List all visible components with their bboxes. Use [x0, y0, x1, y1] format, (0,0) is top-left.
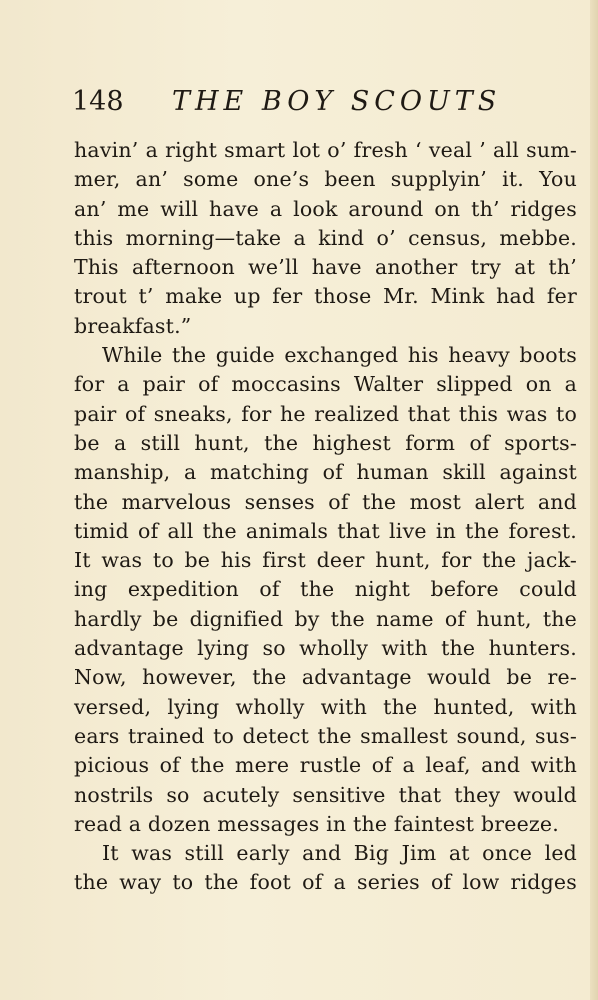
- text-line: the way to the foot of a series of low ridges: [74, 870, 577, 895]
- text-line: for a pair of moccasins Walter slipped on a: [74, 372, 577, 397]
- text-line: mer, an’ some one’s been supplyin’ it. You: [74, 167, 577, 192]
- text-line: breakfast.”: [74, 313, 192, 338]
- text-line: It was to be his first deer hunt, for the jack-: [74, 548, 577, 573]
- text-line: an’ me will have a look around on th’ ridges: [74, 196, 577, 221]
- text-line: picious of the mere rustle of a leaf, and with: [74, 753, 577, 778]
- text-line: manship, a matching of human skill against: [74, 460, 577, 485]
- text-line: read a dozen messages in the faintest breeze.: [74, 811, 559, 836]
- page-edge: [590, 0, 598, 1000]
- running-header: [72, 86, 542, 126]
- page-number: 148: [72, 86, 124, 117]
- text-line: This afternoon we’ll have another try at th’: [74, 255, 577, 280]
- text-line: havin’ a right smart lot o’ fresh ‘ veal ’ all sum-: [74, 138, 577, 162]
- text-line: this morning—take a kind o’ census, mebbe.: [74, 225, 577, 250]
- text-line: hardly be dignified by the name of hunt, the: [74, 606, 577, 631]
- paragraph-start-line: It was still early and Big Jim at once led: [102, 841, 577, 866]
- text-line: timid of all the animals that live in the forest.: [74, 518, 577, 543]
- text-line: versed, lying wholly with the hunted, with: [74, 694, 577, 719]
- text-line: the marvelous senses of the most alert and: [74, 489, 577, 514]
- text-line: nostrils so acutely sensitive that they would: [74, 782, 577, 807]
- text-line: be a still hunt, the highest form of sports-: [74, 430, 577, 455]
- text-line: Now, however, the advantage would be re-: [74, 665, 577, 690]
- text-line: advantage lying so wholly with the hunters.: [74, 636, 577, 661]
- body-text: [74, 136, 577, 898]
- paragraph-start-line: While the guide exchanged his heavy boots: [102, 343, 577, 368]
- text-line: pair of sneaks, for he realized that this was to: [74, 401, 577, 426]
- text-line: ing expedition of the night before could: [74, 577, 577, 602]
- text-line: trout t’ make up fer those Mr. Mink had fer: [74, 284, 577, 309]
- text-line: ears trained to detect the smallest sound, sus-: [74, 723, 577, 748]
- running-title: THE BOY SCOUTS: [172, 86, 502, 117]
